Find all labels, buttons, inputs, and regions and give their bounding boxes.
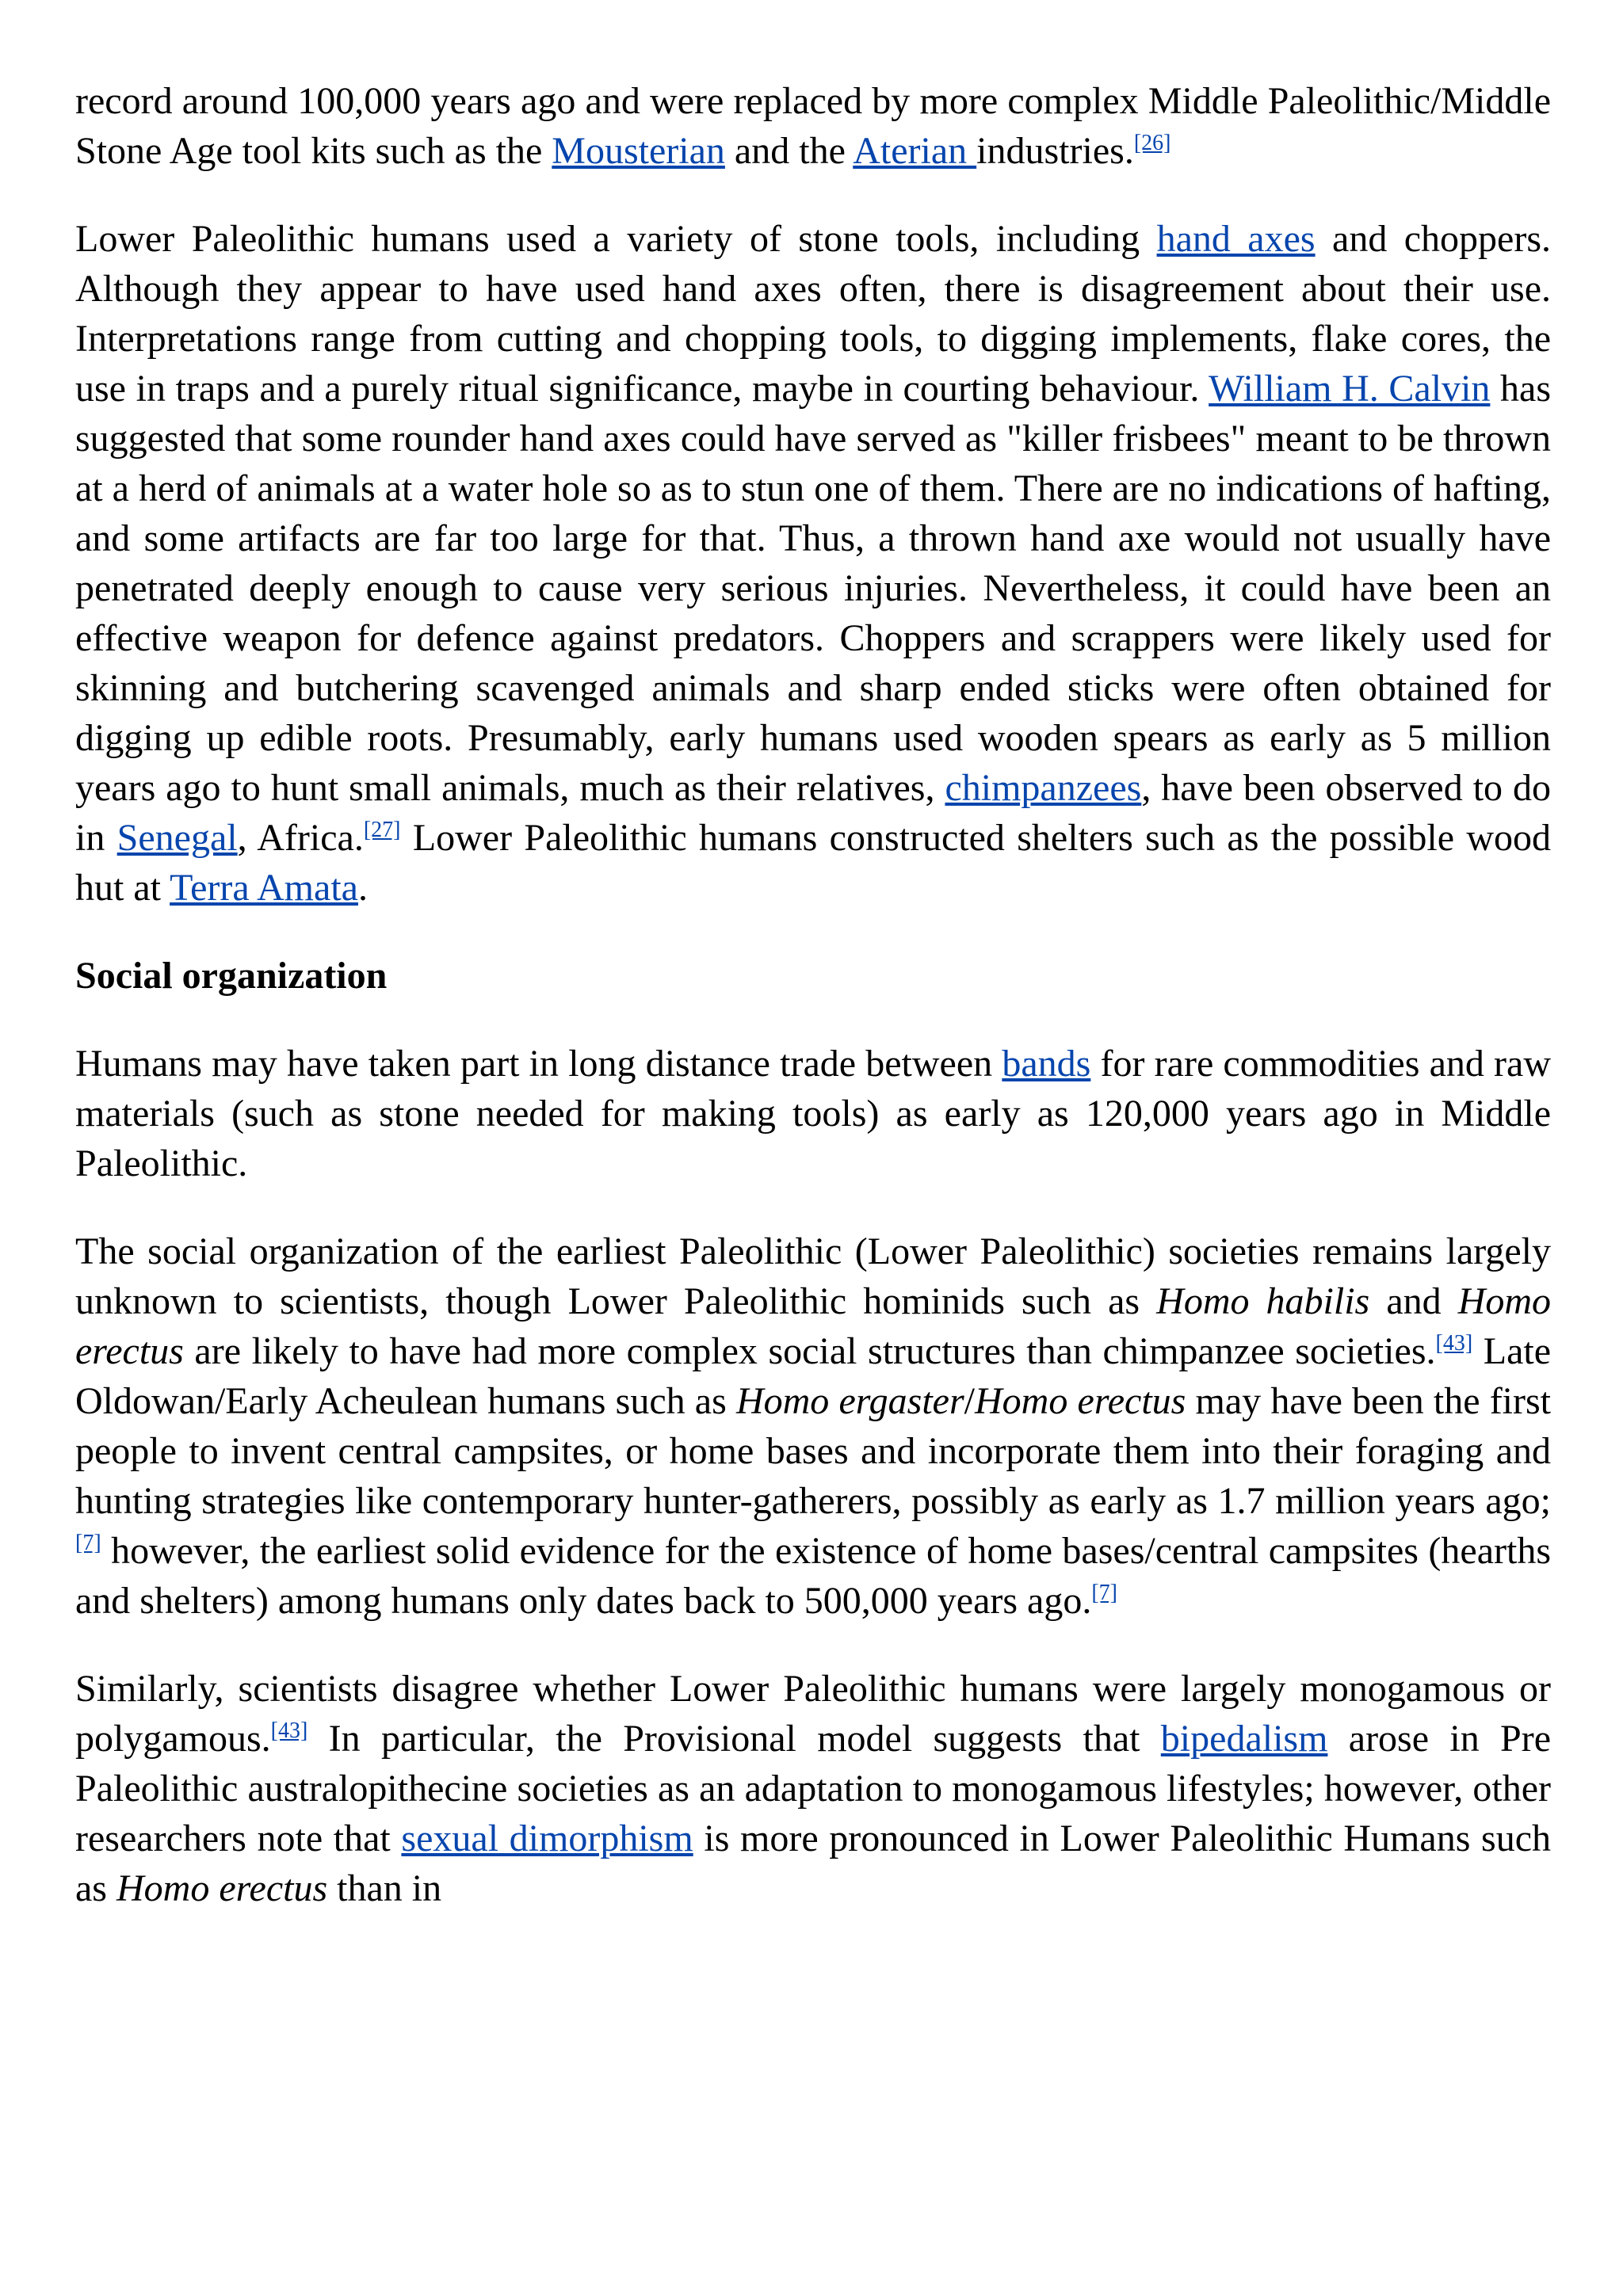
link-mousterian[interactable]: Mousterian (552, 130, 725, 172)
text: Lower Paleolithic humans constructed shelters such as the possible wood hut at (75, 817, 1551, 909)
text: and the (724, 130, 854, 172)
text: , Africa. (237, 817, 364, 859)
text: arose in Pre Paleolithic australopithecine societies as an adaptation to monogamous lifestyles; however, other researchers note that (75, 1718, 1551, 1859)
link-aterian[interactable]: Aterian (853, 130, 977, 172)
paragraph-social-structure (75, 1226, 1551, 1626)
link-sexual-dimorphism[interactable]: sexual dimorphism (401, 1817, 693, 1859)
text: has suggested that some rounder hand axes could have served as "killer frisbees" meant to be thrown at a herd of animals at a water hole so as to stun one of them. There are no indications of hafting, and some artifacts are far too large for that. Thus, a thrown hand axe would not usually have penetrated deeply enough to cause very serious injuries. Nevertheless, it could have been an effective weapon for defence against predators. Choppers and scrappers were likely used for skinning and butchering scavenged animals and sharp ended sticks were often obtained for digging up edible roots. Presumably, early humans used wooden spears as early as 5 million years ago to hunt small animals, much as their relatives, (75, 368, 1552, 809)
citation-link[interactable]: [43] (1435, 1331, 1473, 1356)
italic-term: Homo erectus (116, 1867, 328, 1909)
paragraph-monogamy (75, 1664, 1551, 1913)
text: Late Oldowan/Early Acheulean humans such as (75, 1330, 1552, 1422)
text: is more pronounced in Lower Paleolithic Humans such as (75, 1817, 1552, 1909)
text: Lower Paleolithic humans used a variety of stone tools, including (75, 218, 1157, 260)
text: and choppers. Although they appear to have used hand axes often, there is disagreement about their use. Interpretations range from cutting and chopping tools, to digging implements, flake cores, the use in traps and a purely ritual significance, maybe in courting behaviour. (75, 218, 1552, 410)
text: for rare commodities and raw materials (such as stone needed for making tools) as early as 120,000 years ago in Middle Paleolithic. (75, 1043, 1551, 1184)
link-bands[interactable]: bands (1002, 1043, 1091, 1085)
paragraph-stone-tools (75, 214, 1551, 913)
citation-link[interactable]: [7] (75, 1531, 101, 1555)
citation-43[interactable] (1436, 1331, 1473, 1356)
italic-term: Homo habilis (1156, 1280, 1370, 1322)
section-heading-social-organization: Social organization (75, 955, 388, 997)
italic-term: Homo ergaster (735, 1380, 964, 1422)
link-william-h-calvin[interactable]: William H. Calvin (1209, 368, 1491, 410)
text: and (1369, 1280, 1458, 1322)
italic-term: Homo erectus (975, 1380, 1186, 1422)
link-senegal[interactable]: Senegal (116, 817, 238, 859)
text: are likely to have had more complex social structures than chimpanzee societies. (183, 1330, 1436, 1372)
text: record around 100,000 years ago and were replaced by more complex Middle Paleolithic/Middle Stone Age tool kits such as the (75, 80, 1551, 172)
citation-26[interactable] (1134, 131, 1171, 155)
link-terra-amata[interactable]: Terra Amata (170, 867, 358, 909)
text: Humans may have taken part in long distance trade between (75, 1043, 1002, 1085)
citation-link[interactable]: [43] (270, 1718, 308, 1743)
citation-27[interactable] (364, 818, 401, 842)
text: In particular, the Provisional model suggests that (307, 1718, 1161, 1760)
citation-7[interactable] (75, 1531, 101, 1555)
text: , have been observed to do in (75, 767, 1552, 859)
link-hand-axes[interactable]: hand axes (1156, 218, 1316, 260)
citation-link[interactable]: [27] (363, 818, 401, 842)
text: / (964, 1380, 976, 1422)
text: industries. (976, 130, 1134, 172)
citation-link[interactable]: [26] (1133, 131, 1171, 155)
link-bipedalism[interactable]: bipedalism (1160, 1718, 1328, 1760)
paragraph-trade (75, 1039, 1551, 1188)
text: than in (327, 1867, 442, 1909)
paragraph-tool-kits (75, 76, 1551, 176)
link-chimpanzees[interactable]: chimpanzees (945, 767, 1142, 809)
citation-7[interactable] (1091, 1581, 1117, 1605)
text: . (357, 867, 368, 909)
citation-43[interactable] (271, 1718, 308, 1743)
text: Similarly, scientists disagree whether Lower Paleolithic humans were largely monogamous or polygamous. (75, 1668, 1551, 1760)
text: may have been the first people to invent central campsites, or home bases and incorporate them into their foraging and hunting strategies like contemporary hunter-gatherers, possibly as early as 1.7 million years ago; (75, 1380, 1552, 1522)
text: The social organization of the earliest Paleolithic (Lower Paleolithic) societies remains largely unknown to scientists, though Lower Paleolithic hominids such as (75, 1230, 1551, 1322)
italic-term: Homo erectus (75, 1280, 1552, 1372)
text: however, the earliest solid evidence for the existence of home bases/central campsites (hearths and shelters) among humans only dates back to 500,000 years ago. (75, 1530, 1551, 1622)
article-body (75, 76, 1551, 1951)
citation-link[interactable]: [7] (1091, 1581, 1118, 1605)
